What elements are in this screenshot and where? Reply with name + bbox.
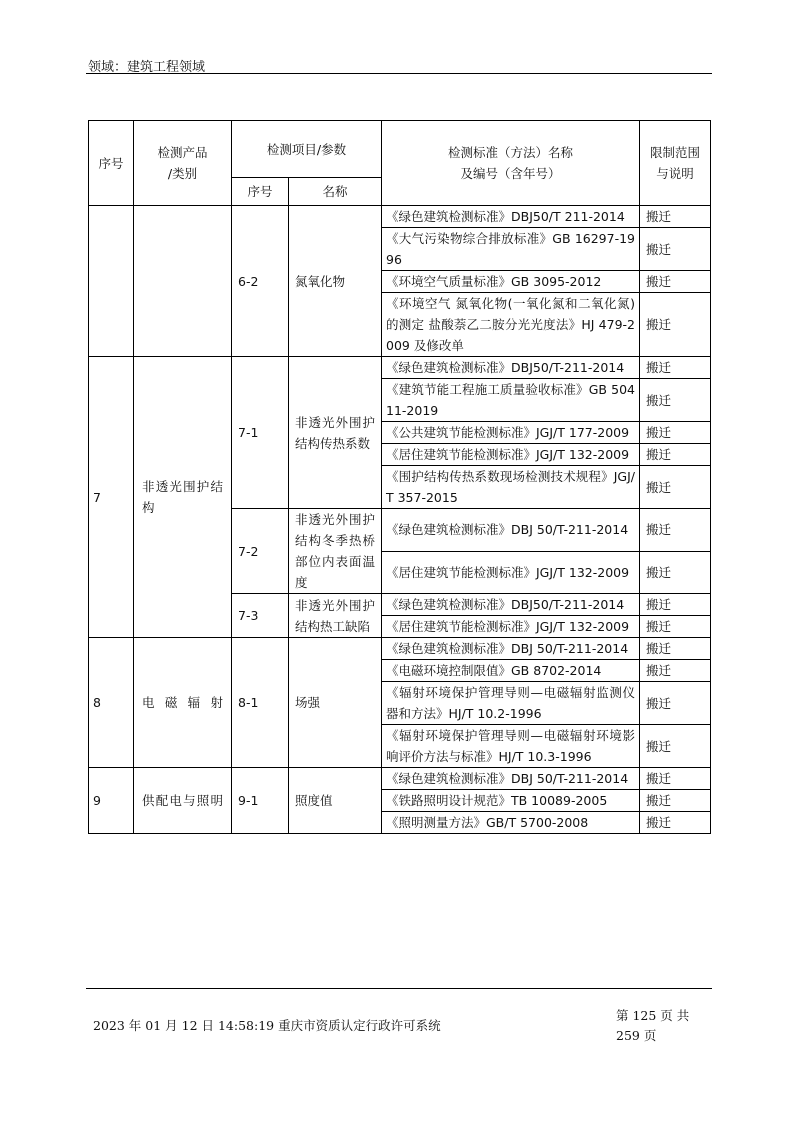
standard-cell: 《电磁环境控制限值》GB 8702-2014 [382, 660, 640, 682]
standard-cell: 《居住建筑节能检测标准》JGJ/T 132-2009 [382, 444, 640, 466]
header-item-group: 检测项目/参数 [232, 121, 382, 178]
standard-cell: 《铁路照明设计规范》TB 10089-2005 [382, 790, 640, 812]
item-no-cell: 7-3 [232, 594, 289, 638]
header-standard: 检测标准（方法）名称 及编号（含年号） [382, 121, 640, 206]
limit-cell: 搬迁 [640, 682, 711, 725]
limit-cell: 搬迁 [640, 271, 711, 293]
item-no-cell: 8-1 [232, 638, 289, 768]
item-name-cell: 场强 [289, 638, 382, 768]
limit-cell: 搬迁 [640, 594, 711, 616]
standard-cell: 《居住建筑节能检测标准》JGJ/T 132-2009 [382, 616, 640, 638]
item-name-cell: 非透光外围护结构热工缺陷 [289, 594, 382, 638]
limit-cell: 搬迁 [640, 444, 711, 466]
limit-cell: 搬迁 [640, 357, 711, 379]
table-row [89, 638, 711, 660]
limit-cell: 搬迁 [640, 812, 711, 834]
standard-cell: 《围护结构传热系数现场检测技术规程》JGJ/T 357-2015 [382, 466, 640, 509]
limit-cell: 搬迁 [640, 466, 711, 509]
header-divider [86, 73, 712, 74]
footer-timestamp-system: 2023 年 01 月 12 日 14:58:19 重庆市资质认定行政许可系统 [93, 1018, 441, 1033]
header-product: 检测产品 /类别 [134, 121, 232, 206]
group-no-cell: 8 [89, 638, 134, 768]
standard-cell: 《辐射环境保护管理导则—电磁辐射监测仪器和方法》HJ/T 10.2-1996 [382, 682, 640, 725]
standard-cell: 《居住建筑节能检测标准》JGJ/T 132-2009 [382, 551, 640, 594]
limit-cell: 搬迁 [640, 379, 711, 422]
table-row [89, 768, 711, 790]
standard-cell: 《绿色建筑检测标准》DBJ 50/T-211-2014 [382, 638, 640, 660]
standard-cell: 《大气污染物综合排放标准》GB 16297-1996 [382, 228, 640, 271]
item-no-cell: 6-2 [232, 206, 289, 357]
limit-cell: 搬迁 [640, 509, 711, 552]
footer-divider [86, 988, 712, 989]
standard-cell: 《绿色建筑检测标准》DBJ50/T-211-2014 [382, 357, 640, 379]
group-no-cell [89, 206, 134, 357]
item-name-cell: 非透光外围护结构冬季热桥部位内表面温度 [289, 509, 382, 594]
item-no-cell: 7-2 [232, 509, 289, 594]
standard-cell: 《绿色建筑检测标准》DBJ50/T 211-2014 [382, 206, 640, 228]
group-no-cell: 9 [89, 768, 134, 834]
limit-cell: 搬迁 [640, 551, 711, 594]
product-category-cell [134, 206, 232, 357]
limit-cell: 搬迁 [640, 768, 711, 790]
item-name-cell: 氮氧化物 [289, 206, 382, 357]
standard-cell: 《绿色建筑检测标准》DBJ 50/T-211-2014 [382, 768, 640, 790]
standard-cell: 《环境空气质量标准》GB 3095-2012 [382, 271, 640, 293]
product-category-cell: 电磁辐射 [134, 638, 232, 768]
standard-cell: 《辐射环境保护管理导则—电磁辐射环境影响评价方法与标准》HJ/T 10.3-1996 [382, 725, 640, 768]
limit-cell: 搬迁 [640, 725, 711, 768]
standard-cell: 《绿色建筑检测标准》DBJ 50/T-211-2014 [382, 509, 640, 552]
page-header-domain: 领域：建筑工程领域 [88, 60, 206, 75]
limit-cell: 搬迁 [640, 293, 711, 357]
group-no-cell: 7 [89, 357, 134, 638]
limit-cell: 搬迁 [640, 638, 711, 660]
table-row [89, 206, 711, 228]
item-name-cell: 照度值 [289, 768, 382, 834]
footer-page-number: 第 125 页 共 259 页 [616, 1008, 690, 1043]
limit-cell: 搬迁 [640, 228, 711, 271]
product-category-cell: 非透光围护结构 [134, 357, 232, 638]
table-row [89, 357, 711, 379]
header-item-no: 序号 [232, 178, 289, 206]
limit-cell: 搬迁 [640, 206, 711, 228]
limit-cell: 搬迁 [640, 790, 711, 812]
item-no-cell: 9-1 [232, 768, 289, 834]
item-name-cell: 非透光外围护结构传热系数 [289, 357, 382, 509]
standard-cell: 《公共建筑节能检测标准》JGJ/T 177-2009 [382, 422, 640, 444]
limit-cell: 搬迁 [640, 422, 711, 444]
header-item-name: 名称 [289, 178, 382, 206]
header-no: 序号 [89, 121, 134, 206]
limit-cell: 搬迁 [640, 616, 711, 638]
product-category-cell: 供配电与照明 [134, 768, 232, 834]
header-limit: 限制范围 与说明 [640, 121, 711, 206]
inspection-standards-table [88, 120, 711, 834]
item-no-cell: 7-1 [232, 357, 289, 509]
standard-cell: 《绿色建筑检测标准》DBJ50/T-211-2014 [382, 594, 640, 616]
standard-cell: 《建筑节能工程施工质量验收标准》GB 50411-2019 [382, 379, 640, 422]
limit-cell: 搬迁 [640, 660, 711, 682]
standard-cell: 《照明测量方法》GB/T 5700-2008 [382, 812, 640, 834]
standard-cell: 《环境空气 氮氧化物(一氧化氮和二氧化氮)的测定 盐酸萘乙二胺分光光度法》HJ 479-2009 及修改单 [382, 293, 640, 357]
